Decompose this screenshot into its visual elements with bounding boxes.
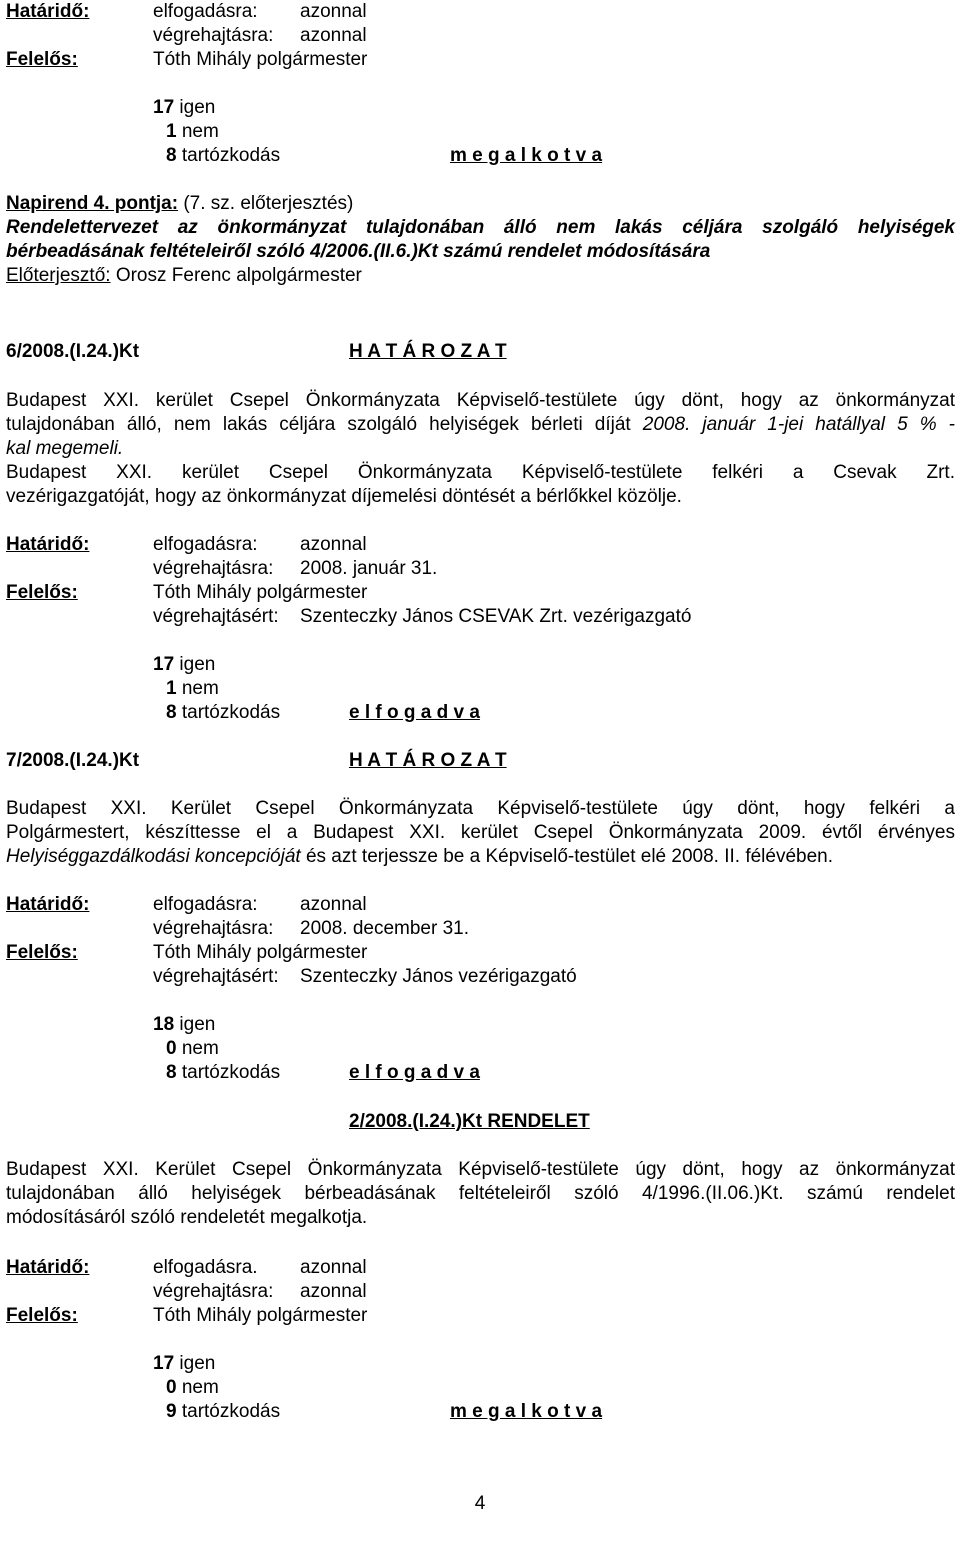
vegrehajtasra-key: végrehajtásra:: [153, 918, 274, 939]
felelos-label: Felelős:: [6, 49, 78, 70]
resolution-heading: H A T Á R O Z A T: [349, 750, 507, 771]
vote-tartozkodas: 9 tartózkodás: [166, 1401, 281, 1422]
eloterjeszto-name: Orosz Ferenc alpolgármester: [110, 265, 362, 286]
vegrehajtasert-value: Szenteczky János CSEVAK Zrt. vezérigazgató: [300, 606, 692, 627]
vegrehajtasert-key: végrehajtásért:: [153, 606, 279, 627]
rendelet-text-line3: módosításáról szóló rendeletét megalkotja.: [6, 1207, 368, 1228]
felelos-value: Tóth Mihály polgármester: [153, 1305, 368, 1326]
hatarido-label: Határidő:: [6, 534, 90, 555]
hatarido-label: Határidő:: [6, 1257, 90, 1278]
resolution-text-line2: tulajdonában álló, nem lakás céljára szolgáló helyiségek bérleti díját 2008. január 1-jei hatállyal 5 % -: [6, 414, 956, 435]
vote-tartozkodas: 8 tartózkodás: [166, 702, 281, 723]
vegrehajtasra-key: végrehajtásra:: [153, 558, 274, 579]
vote-igen: 18 igen: [153, 1014, 216, 1035]
vote-nem: 0 nem: [166, 1377, 219, 1398]
result-label: m e g a l k o t v a: [450, 1401, 603, 1422]
vegrehajtasra-key: végrehajtásra:: [153, 25, 274, 46]
resolution-text-line1: Budapest XXI. kerület Csepel Önkormányzata Képviselő-testülete úgy dönt, hogy az önkormányzat: [6, 390, 955, 411]
vote-igen: 17 igen: [153, 97, 216, 118]
napirend-ref: (7. sz. előterjesztés): [178, 193, 354, 214]
hatarido-label: Határidő:: [6, 1, 90, 22]
resolution-number: 7/2008.(I.24.)Kt: [6, 750, 140, 771]
vote-igen: 17 igen: [153, 1353, 216, 1374]
vegrehajtasra-value: azonnal: [300, 25, 367, 46]
napirend-line: [6, 192, 353, 216]
resolution-number: 6/2008.(I.24.)Kt: [6, 341, 140, 362]
resolution-text-line5: vezérigazgatóját, hogy az önkormányzat díjemelési döntését a bérlőkkel közölje.: [6, 486, 682, 507]
napirend-title-line2: bérbeadásának feltételeiről szóló 4/2006.(II.6.)Kt számú rendelet módosítására: [6, 241, 711, 262]
result-label: m e g a l k o t v a: [450, 145, 603, 166]
resolution-text-line3: kal megemeli.: [6, 438, 124, 459]
vote-tartozkodas: 8 tartózkodás: [166, 1062, 281, 1083]
elfogadasra-value: azonnal: [300, 894, 367, 915]
page-number: 4: [474, 1493, 486, 1514]
vegrehajtasert-key: végrehajtásért:: [153, 966, 279, 987]
elfogadasra-value: azonnal: [300, 534, 367, 555]
elfogadasra-key: elfogadásra:: [153, 534, 258, 555]
resolution-text-line3: Helyiséggazdálkodási koncepcióját és azt terjessze be a Képviselő-testület elé 2008. II. félévében.: [6, 846, 834, 867]
rendelet-text-line2: tulajdonában álló helyiségek bérbeadásának feltételeiről szóló 4/1996.(II.06.)Kt. számú rendelet: [6, 1183, 955, 1204]
elfogadasra-key: elfogadásra:: [153, 1, 258, 22]
resolution-text-line2: Polgármestert, készíttesse el a Budapest XXI. kerület Csepel Önkormányzata 2009. évtől érvényes: [6, 822, 955, 843]
felelos-label: Felelős:: [6, 942, 78, 963]
resolution-text-line4: Budapest XXI. kerület Csepel Önkormányzata Képviselő-testülete felkéri a Csevak Zrt.: [6, 462, 955, 483]
vote-nem: 1 nem: [166, 121, 219, 142]
vote-igen: 17 igen: [153, 654, 216, 675]
elfogadasra-key: elfogadásra.: [153, 1257, 258, 1278]
eloterjeszto-line: [6, 264, 362, 288]
resolution-text-line1: Budapest XXI. Kerület Csepel Önkormányzata Képviselő-testülete úgy dönt, hogy felkéri a: [6, 798, 955, 819]
napirend-label: Napirend 4. pontja:: [6, 193, 179, 214]
napirend-title-line1: Rendelettervezet az önkormányzat tulajdonában álló nem lakás céljára szolgáló helyiségek: [6, 217, 955, 238]
vegrehajtasra-value: azonnal: [300, 1281, 367, 1302]
vote-nem: 1 nem: [166, 678, 219, 699]
elfogadasra-value: azonnal: [300, 1, 367, 22]
rendelet-heading: 2/2008.(I.24.)Kt RENDELET: [349, 1111, 590, 1132]
vegrehajtasra-value: 2008. január 31.: [300, 558, 438, 579]
felelos-value: Tóth Mihály polgármester: [153, 582, 368, 603]
felelos-label: Felelős:: [6, 1305, 78, 1326]
vote-nem: 0 nem: [166, 1038, 219, 1059]
vegrehajtasra-key: végrehajtásra:: [153, 1281, 274, 1302]
felelos-value: Tóth Mihály polgármester: [153, 942, 368, 963]
rendelet-text-line1: Budapest XXI. Kerület Csepel Önkormányzata Képviselő-testülete úgy dönt, hogy az önkormányzat: [6, 1159, 955, 1180]
hatarido-label: Határidő:: [6, 894, 90, 915]
vegrehajtasra-value: 2008. december 31.: [300, 918, 470, 939]
result-label: e l f o g a d v a: [349, 1062, 480, 1083]
eloterjeszto-label: Előterjesztő:: [6, 265, 111, 286]
felelos-label: Felelős:: [6, 582, 78, 603]
elfogadasra-key: elfogadásra:: [153, 894, 258, 915]
result-label: e l f o g a d v a: [349, 702, 480, 723]
felelos-value: Tóth Mihály polgármester: [153, 49, 368, 70]
vote-tartozkodas: 8 tartózkodás: [166, 145, 281, 166]
vegrehajtasert-value: Szenteczky János vezérigazgató: [300, 966, 577, 987]
resolution-heading: H A T Á R O Z A T: [349, 341, 507, 362]
elfogadasra-value: azonnal: [300, 1257, 367, 1278]
